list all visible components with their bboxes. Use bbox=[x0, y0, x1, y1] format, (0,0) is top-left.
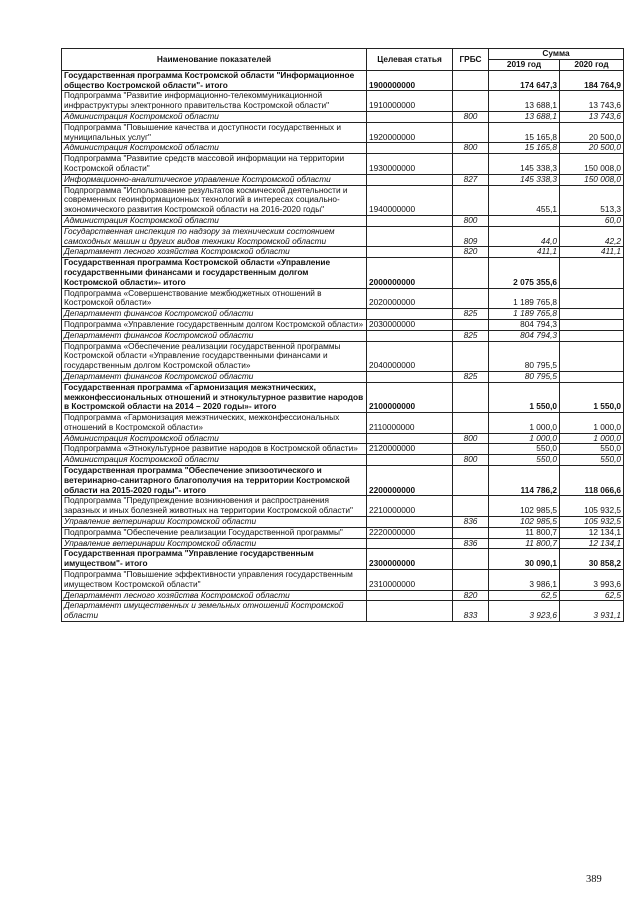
cell-sum-2019: 804 794,3 bbox=[489, 319, 560, 330]
cell-name: Департамент финансов Костромской области bbox=[62, 371, 367, 382]
cell-target-article bbox=[367, 538, 453, 549]
cell-grbs: 825 bbox=[453, 371, 489, 382]
cell-target-article bbox=[367, 174, 453, 185]
cell-target-article: 2210000000 bbox=[367, 496, 453, 517]
cell-sum-2019: 114 786,2 bbox=[489, 466, 560, 496]
cell-sum-2020: 105 932,5 bbox=[560, 496, 624, 517]
cell-grbs: 820 bbox=[453, 247, 489, 258]
cell-name: Государственная программа Костромской области «Управление государственными финансами и государственным долгом Костромской области»- итого bbox=[62, 258, 367, 288]
cell-grbs bbox=[453, 319, 489, 330]
table-row bbox=[62, 590, 624, 601]
table-row bbox=[62, 570, 624, 591]
cell-grbs: 825 bbox=[453, 309, 489, 320]
cell-sum-2019: 11 800,7 bbox=[489, 527, 560, 538]
cell-sum-2020 bbox=[560, 330, 624, 341]
cell-target-article: 2020000000 bbox=[367, 288, 453, 309]
cell-name: Департамент финансов Костромской области bbox=[62, 330, 367, 341]
cell-target-article bbox=[367, 247, 453, 258]
cell-sum-2019: 145 338,3 bbox=[489, 174, 560, 185]
cell-name: Подпрограмма "Повышение качества и доступности государственных и муниципальных услуг" bbox=[62, 122, 367, 143]
header-sum: Сумма bbox=[489, 49, 624, 60]
cell-grbs: 800 bbox=[453, 143, 489, 154]
cell-target-article bbox=[367, 517, 453, 528]
cell-sum-2019: 13 688,1 bbox=[489, 111, 560, 122]
cell-grbs bbox=[453, 91, 489, 112]
table-row bbox=[62, 91, 624, 112]
cell-grbs bbox=[453, 413, 489, 434]
cell-sum-2019: 3 986,1 bbox=[489, 570, 560, 591]
cell-sum-2019: 550,0 bbox=[489, 444, 560, 455]
cell-sum-2019: 1 000,0 bbox=[489, 413, 560, 434]
cell-sum-2020 bbox=[560, 288, 624, 309]
cell-sum-2019: 102 985,5 bbox=[489, 517, 560, 528]
cell-target-article: 1920000000 bbox=[367, 122, 453, 143]
cell-sum-2019: 15 165,8 bbox=[489, 122, 560, 143]
cell-grbs: 836 bbox=[453, 517, 489, 528]
cell-grbs bbox=[453, 288, 489, 309]
cell-sum-2019: 174 647,3 bbox=[489, 70, 560, 91]
cell-name: Подпрограмма «Гармонизация межэтнических, межконфессиональных отношений в Костромской области» bbox=[62, 413, 367, 434]
cell-sum-2019: 11 800,7 bbox=[489, 538, 560, 549]
cell-sum-2019: 804 794,3 bbox=[489, 330, 560, 341]
cell-name: Департамент лесного хозяйства Костромской области bbox=[62, 590, 367, 601]
cell-name: Государственная программа Костромской области "Информационное общество Костромской области"- итого bbox=[62, 70, 367, 91]
cell-sum-2019: 411,1 bbox=[489, 247, 560, 258]
table-row bbox=[62, 143, 624, 154]
cell-name: Подпрограмма "Повышение эффективности управления государственным имуществом Костромской области" bbox=[62, 570, 367, 591]
cell-sum-2019: 80 795,5 bbox=[489, 371, 560, 382]
cell-name: Подпрограмма "Обеспечение реализации Государственной программы" bbox=[62, 527, 367, 538]
table-row bbox=[62, 226, 624, 247]
cell-sum-2020: 513,3 bbox=[560, 185, 624, 215]
cell-target-article bbox=[367, 309, 453, 320]
table-row bbox=[62, 433, 624, 444]
table-row bbox=[62, 185, 624, 215]
header-year-2019: 2019 год bbox=[489, 60, 560, 71]
cell-target-article bbox=[367, 330, 453, 341]
cell-grbs bbox=[453, 341, 489, 371]
cell-sum-2020: 20 500,0 bbox=[560, 143, 624, 154]
budget-table bbox=[61, 48, 624, 622]
cell-name: Информационно-аналитическое управление Костромской области bbox=[62, 174, 367, 185]
table-header bbox=[62, 49, 624, 71]
cell-target-article bbox=[367, 143, 453, 154]
cell-grbs bbox=[453, 527, 489, 538]
table-row bbox=[62, 70, 624, 91]
cell-sum-2019: 44,0 bbox=[489, 226, 560, 247]
cell-sum-2020: 150 008,0 bbox=[560, 174, 624, 185]
table-row bbox=[62, 382, 624, 412]
cell-sum-2019: 1 189 765,8 bbox=[489, 309, 560, 320]
cell-name: Администрация Костромской области bbox=[62, 433, 367, 444]
cell-sum-2019: 1 189 765,8 bbox=[489, 288, 560, 309]
table-row bbox=[62, 215, 624, 226]
table-row bbox=[62, 154, 624, 175]
cell-name: Подпрограмма "Предупреждение возникновения и распространения заразных и иных болезней животных на территории Костромской области" bbox=[62, 496, 367, 517]
cell-sum-2020 bbox=[560, 258, 624, 288]
cell-sum-2020: 3 993,6 bbox=[560, 570, 624, 591]
cell-sum-2020: 1 550,0 bbox=[560, 382, 624, 412]
cell-target-article: 2300000000 bbox=[367, 549, 453, 570]
table-row bbox=[62, 111, 624, 122]
page-number: 389 bbox=[586, 874, 602, 885]
cell-name: Управление ветеринарии Костромской области bbox=[62, 517, 367, 528]
table-row bbox=[62, 371, 624, 382]
cell-target-article: 1940000000 bbox=[367, 185, 453, 215]
cell-grbs: 800 bbox=[453, 433, 489, 444]
cell-sum-2020: 184 764,9 bbox=[560, 70, 624, 91]
table-row bbox=[62, 330, 624, 341]
table-row bbox=[62, 309, 624, 320]
table-row bbox=[62, 444, 624, 455]
cell-target-article: 1900000000 bbox=[367, 70, 453, 91]
table-row bbox=[62, 174, 624, 185]
cell-sum-2020: 118 066,6 bbox=[560, 466, 624, 496]
cell-name: Подпрограмма "Использование результатов космической деятельности и современных геоинформационных технологий в интересах социально-экономического развития Костромской области на 2016-2020 годы" bbox=[62, 185, 367, 215]
cell-grbs bbox=[453, 122, 489, 143]
cell-name: Подпрограмма «Обеспечение реализации государственной программы Костромской области «Управление государственными финансами и государственным долгом Костромской области» bbox=[62, 341, 367, 371]
header-target-article: Целевая статья bbox=[367, 49, 453, 71]
cell-target-article bbox=[367, 111, 453, 122]
cell-sum-2019: 455,1 bbox=[489, 185, 560, 215]
cell-target-article bbox=[367, 371, 453, 382]
table-row bbox=[62, 517, 624, 528]
table-row bbox=[62, 527, 624, 538]
cell-target-article: 2200000000 bbox=[367, 466, 453, 496]
cell-sum-2019: 1 550,0 bbox=[489, 382, 560, 412]
cell-grbs: 820 bbox=[453, 590, 489, 601]
cell-grbs bbox=[453, 382, 489, 412]
cell-grbs bbox=[453, 549, 489, 570]
header-name: Наименование показателей bbox=[62, 49, 367, 71]
table-row bbox=[62, 466, 624, 496]
table-row bbox=[62, 341, 624, 371]
table-row bbox=[62, 288, 624, 309]
cell-name: Подпрограмма «Совершенствование межбюджетных отношений в Костромской области» bbox=[62, 288, 367, 309]
cell-target-article: 1910000000 bbox=[367, 91, 453, 112]
cell-sum-2019: 80 795,5 bbox=[489, 341, 560, 371]
cell-sum-2020: 411,1 bbox=[560, 247, 624, 258]
cell-grbs bbox=[453, 570, 489, 591]
cell-sum-2019: 550,0 bbox=[489, 455, 560, 466]
cell-sum-2019: 62,5 bbox=[489, 590, 560, 601]
header-year-2020: 2020 год bbox=[560, 60, 624, 71]
cell-grbs bbox=[453, 496, 489, 517]
cell-target-article: 2110000000 bbox=[367, 413, 453, 434]
cell-sum-2020: 105 932,5 bbox=[560, 517, 624, 528]
cell-target-article: 2220000000 bbox=[367, 527, 453, 538]
cell-grbs: 809 bbox=[453, 226, 489, 247]
budget-table-page bbox=[61, 48, 623, 622]
cell-sum-2020: 150 008,0 bbox=[560, 154, 624, 175]
cell-name: Департамент имущественных и земельных отношений Костромской области bbox=[62, 601, 367, 622]
cell-sum-2020: 550,0 bbox=[560, 455, 624, 466]
cell-sum-2020 bbox=[560, 371, 624, 382]
cell-target-article bbox=[367, 590, 453, 601]
cell-sum-2020 bbox=[560, 309, 624, 320]
cell-sum-2019: 13 688,1 bbox=[489, 91, 560, 112]
cell-sum-2019: 15 165,8 bbox=[489, 143, 560, 154]
cell-name: Государственная программа "Обеспечение эпизоотического и ветеринарно-санитарного благополучия на территории Костромской области на 2015-2020 годы"- итого bbox=[62, 466, 367, 496]
cell-sum-2019: 102 985,5 bbox=[489, 496, 560, 517]
cell-target-article: 2310000000 bbox=[367, 570, 453, 591]
cell-name: Администрация Костромской области bbox=[62, 143, 367, 154]
cell-grbs bbox=[453, 444, 489, 455]
cell-sum-2019: 2 075 355,6 bbox=[489, 258, 560, 288]
cell-grbs bbox=[453, 70, 489, 91]
table-row bbox=[62, 455, 624, 466]
cell-sum-2020: 20 500,0 bbox=[560, 122, 624, 143]
cell-target-article bbox=[367, 433, 453, 444]
table-row bbox=[62, 549, 624, 570]
cell-target-article bbox=[367, 215, 453, 226]
cell-target-article: 2120000000 bbox=[367, 444, 453, 455]
cell-sum-2019: 1 000,0 bbox=[489, 433, 560, 444]
cell-name: Администрация Костромской области bbox=[62, 111, 367, 122]
table-body bbox=[62, 70, 624, 621]
cell-sum-2020: 13 743,6 bbox=[560, 91, 624, 112]
cell-target-article: 2030000000 bbox=[367, 319, 453, 330]
cell-grbs: 800 bbox=[453, 455, 489, 466]
cell-grbs: 836 bbox=[453, 538, 489, 549]
table-row bbox=[62, 496, 624, 517]
cell-sum-2019: 30 090,1 bbox=[489, 549, 560, 570]
cell-name: Государственная программа "Управление государственным имуществом"- итого bbox=[62, 549, 367, 570]
cell-target-article: 2000000000 bbox=[367, 258, 453, 288]
cell-grbs: 833 bbox=[453, 601, 489, 622]
cell-name: Администрация Костромской области bbox=[62, 215, 367, 226]
cell-target-article: 2040000000 bbox=[367, 341, 453, 371]
cell-grbs: 800 bbox=[453, 111, 489, 122]
cell-name: Департамент финансов Костромской области bbox=[62, 309, 367, 320]
cell-name: Государственная инспекция по надзору за техническим состоянием самоходных машин и других видов техники Костромской области bbox=[62, 226, 367, 247]
cell-sum-2020: 13 743,6 bbox=[560, 111, 624, 122]
cell-grbs: 827 bbox=[453, 174, 489, 185]
cell-grbs bbox=[453, 154, 489, 175]
cell-name: Подпрограмма "Развитие информационно-телекоммуникационной инфраструктуры электронного правительства Костромской области" bbox=[62, 91, 367, 112]
cell-sum-2020: 30 858,2 bbox=[560, 549, 624, 570]
cell-sum-2020: 3 931,1 bbox=[560, 601, 624, 622]
cell-sum-2019: 3 923,6 bbox=[489, 601, 560, 622]
cell-target-article: 1930000000 bbox=[367, 154, 453, 175]
cell-sum-2020: 42,2 bbox=[560, 226, 624, 247]
cell-sum-2020 bbox=[560, 341, 624, 371]
cell-target-article bbox=[367, 601, 453, 622]
cell-sum-2020: 1 000,0 bbox=[560, 433, 624, 444]
cell-target-article: 2100000000 bbox=[367, 382, 453, 412]
cell-grbs bbox=[453, 466, 489, 496]
table-row bbox=[62, 247, 624, 258]
table-row bbox=[62, 258, 624, 288]
cell-sum-2019: 145 338,3 bbox=[489, 154, 560, 175]
cell-target-article bbox=[367, 455, 453, 466]
cell-target-article bbox=[367, 226, 453, 247]
table-row bbox=[62, 538, 624, 549]
cell-sum-2020: 12 134,1 bbox=[560, 527, 624, 538]
cell-name: Администрация Костромской области bbox=[62, 455, 367, 466]
table-row bbox=[62, 601, 624, 622]
cell-sum-2020: 550,0 bbox=[560, 444, 624, 455]
table-row bbox=[62, 319, 624, 330]
cell-name: Подпрограмма «Этнокультурное развитие народов в Костромской области» bbox=[62, 444, 367, 455]
cell-grbs: 825 bbox=[453, 330, 489, 341]
table-row bbox=[62, 122, 624, 143]
cell-grbs: 800 bbox=[453, 215, 489, 226]
cell-sum-2020 bbox=[560, 319, 624, 330]
cell-sum-2019 bbox=[489, 215, 560, 226]
cell-name: Управление ветеринарии Костромской области bbox=[62, 538, 367, 549]
cell-sum-2020: 1 000,0 bbox=[560, 413, 624, 434]
cell-name: Государственная программа «Гармонизация межэтнических, межконфессиональных отношений и этнокультурное развитие народов в Костромской области на 2014 – 2020 годы»- итого bbox=[62, 382, 367, 412]
table-row bbox=[62, 413, 624, 434]
cell-name: Департамент лесного хозяйства Костромской области bbox=[62, 247, 367, 258]
cell-name: Подпрограмма «Управление государственным долгом Костромской области» bbox=[62, 319, 367, 330]
cell-name: Подпрограмма "Развитие средств массовой информации на территории Костромской области" bbox=[62, 154, 367, 175]
cell-sum-2020: 62,5 bbox=[560, 590, 624, 601]
cell-sum-2020: 60,0 bbox=[560, 215, 624, 226]
cell-sum-2020: 12 134,1 bbox=[560, 538, 624, 549]
cell-grbs bbox=[453, 258, 489, 288]
cell-grbs bbox=[453, 185, 489, 215]
header-grbs: ГРБС bbox=[453, 49, 489, 71]
